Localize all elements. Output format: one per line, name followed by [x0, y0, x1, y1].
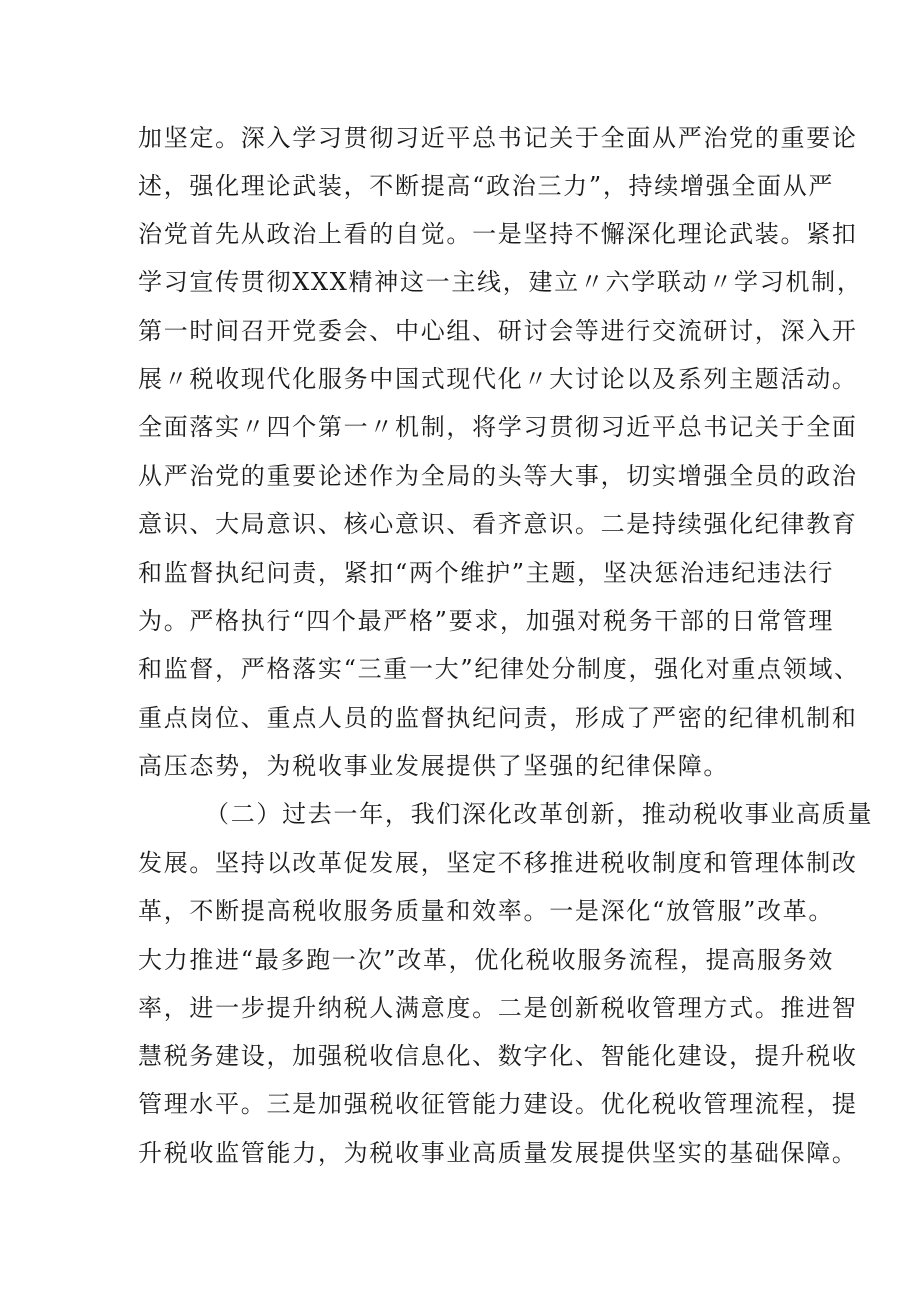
text-line: 为。严格执行“四个最严格”要求，加强对税务干部的日常管理 [138, 607, 835, 635]
text-line: 学习宣传贯彻XXX精神这一主线，建立〃六学联动〃学习机制， [138, 268, 863, 296]
text-line: 革，不断提高税收服务质量和效率。一是深化“放管服”改革。 [138, 897, 835, 925]
text-line: 重点岗位、重点人员的监督执纪问责，形成了严密的纪律机制和 [138, 704, 858, 732]
text-line: 第一时间召开党委会、中心组、研讨会等进行交流研讨，深入开 [138, 317, 858, 345]
text-line: 和监督，严格落实“三重一大”纪律处分制度，强化对重点领域、 [138, 655, 860, 683]
text-line: 率，进一步提升纳税人满意度。二是创新税收管理方式。推进智 [138, 994, 858, 1022]
text-line: 慧税务建设，加强税收信息化、数字化、智能化建设，提升税收 [138, 1042, 858, 1070]
text-line: 管理水平。三是加强税收征管能力建设。优化税收管理流程，提 [138, 1090, 858, 1118]
text-line: 大力推进“最多跑一次”改革，优化税收服务流程，提高服务效 [138, 946, 835, 974]
text-line: 从严治党的重要论述作为全局的头等大事，切实增强全员的政治 [138, 462, 858, 490]
text-line: 治党首先从政治上看的自觉。一是坚持不懈深化理论武装。紧扣 [138, 220, 858, 248]
text-line: 展〃税收现代化服务中国式现代化〃大讨论以及系列主题活动。 [138, 365, 858, 393]
text-line: 意识、大局意识、核心意识、看齐意识。二是持续强化纪律教育 [138, 510, 858, 538]
text-line: 和监督执纪问责，紧扣“两个维护”主题，坚决惩治违纪违法行 [138, 559, 835, 587]
text-line: 高压态势，为税收事业发展提供了坚强的纪律保障。 [138, 752, 730, 780]
text-line: 升税收监管能力，为税收事业高质量发展提供坚实的基础保障。 [138, 1139, 858, 1167]
text-line: 全面落实〃四个第一〃机制，将学习贯彻习近平总书记关于全面 [138, 413, 858, 441]
text-line: 述，强化理论武装，不断提高“政治三力”，持续增强全面从严 [138, 172, 835, 200]
paragraph-heading-line: （二）过去一年，我们深化改革创新，推动税收事业高质量 [205, 800, 874, 828]
text-line: 发展。坚持以改革促发展，坚定不移推进税收制度和管理体制改 [138, 849, 858, 877]
text-line: 加坚定。深入学习贯彻习近平总书记关于全面从严治党的重要论 [138, 124, 858, 152]
